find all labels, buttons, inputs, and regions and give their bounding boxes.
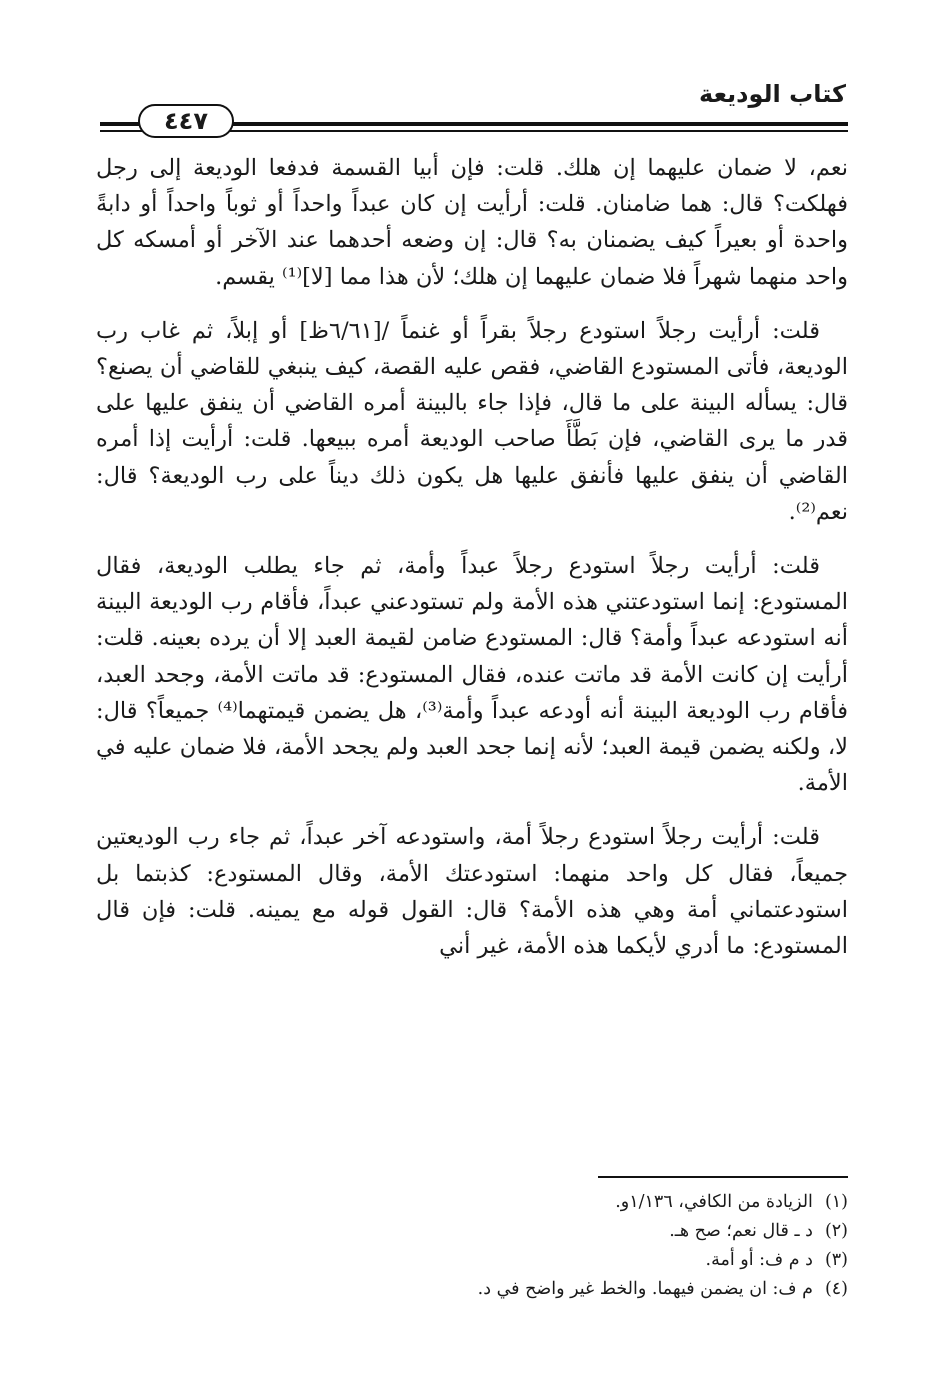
footnote-separator xyxy=(598,1176,848,1178)
footnote-item xyxy=(300,1188,848,1217)
footnotes xyxy=(300,1188,848,1304)
footnote-number: (٣) xyxy=(824,1250,848,1270)
main-text xyxy=(96,150,848,982)
footnote-text: م ف: ان يضمن فيهما. والخط غير واضح في د. xyxy=(477,1279,813,1299)
paragraph: نعم، لا ضمان عليهما إن هلك. قلت: فإن أبيا القسمة فدفعا الوديعة إلى رجل فهلكت؟ قال: هما ضامنان. قلت: أرأيت إن كان عبداً واحداً أو ثوباً واحداً أو دابةً واحدة أو بعيراً كيف يضمنان به؟ قال: إن وضعه أحدهما عند الآخر أو أمسكه كل واحد منهما شهراً فلا ضمان عليهما إن هلك؛ لأن هذا مما [لا]⁽¹⁾ يقسم. xyxy=(96,155,848,290)
footnote-item xyxy=(300,1246,848,1275)
footnote-item xyxy=(300,1217,848,1246)
footnote-text: الزيادة من الكافي، ١/١٣٦و. xyxy=(615,1192,813,1212)
footnote-number: (٢) xyxy=(824,1221,848,1241)
footnote-text: د م ف: أو أمة. xyxy=(705,1250,813,1270)
footnote-item xyxy=(300,1275,848,1304)
footnote-number: (٤) xyxy=(824,1279,848,1299)
footnote-number: (١) xyxy=(824,1192,848,1212)
running-header-title: كتاب الوديعة xyxy=(699,80,846,108)
paragraph: قلت: أرأيت رجلاً استودع رجلاً أمة، واستودعه آخر عبداً، ثم جاء رب الوديعتين جميعاً، فقال كل واحد منهما: استودعتك الأمة، وقال المستودع: كذبتما بل استودعتماني أمة وهي هذه الأمة؟ قال: القول قوله مع يمينه. قلت: فإن قال المستودع: ما أدري لأيكما هذه الأمة، غير أني xyxy=(96,824,848,960)
page-number-badge: ٤٤٧ xyxy=(138,104,234,138)
footnote-text: د ـ قال نعم؛ صح هـ. xyxy=(669,1221,813,1241)
paragraph: قلت: أرأيت رجلاً استودع رجلاً بقراً أو غنماً /[٦/٦١ظ] أو إبلاً، ثم غاب رب الوديعة، فأتى المستودع القاضي، فقص عليه القصة، كيف ينبغي للقاضي أن يصنع؟ قال: يسأله البينة على ما قال، فإذا جاء بالبينة أمره القاضي أن ينفق عليها على قدر ما يرى القاضي، فإن بَطَّأَ صاحب الوديعة أمره ببيعها. قلت: أرأيت إذا أمره القاضي أن ينفق عليها فأنفق عليها هل يكون ذلك ديناً على رب الوديعة؟ قال: نعم⁽²⁾. xyxy=(96,317,848,525)
paragraph: قلت: أرأيت رجلاً استودع رجلاً عبداً وأمة، ثم جاء يطلب الوديعة، فقال المستودع: إنما استودعتني هذه الأمة ولم تستودعني عبداً، فأقام رب الوديعة البينة أنه استودعه عبداً وأمة؟ قال: المستودع ضامن لقيمة العبد إلا أن يرده بعينه. قلت: أرأيت إن كانت الأمة قد ماتت عنده، فقال المستودع: قد ماتت الأمة، وجحد العبد، فأقام رب الوديعة البينة أنه أودعه عبداً وأمة⁽³⁾، هل يضمن قيمتهما⁽⁴⁾ جميعاً؟ قال: لا، ولكنه يضمن قيمة العبد؛ لأنه إنما جحد العبد ولم يجحد الأمة، فلا ضمان عليه في الأمة. xyxy=(96,553,849,797)
